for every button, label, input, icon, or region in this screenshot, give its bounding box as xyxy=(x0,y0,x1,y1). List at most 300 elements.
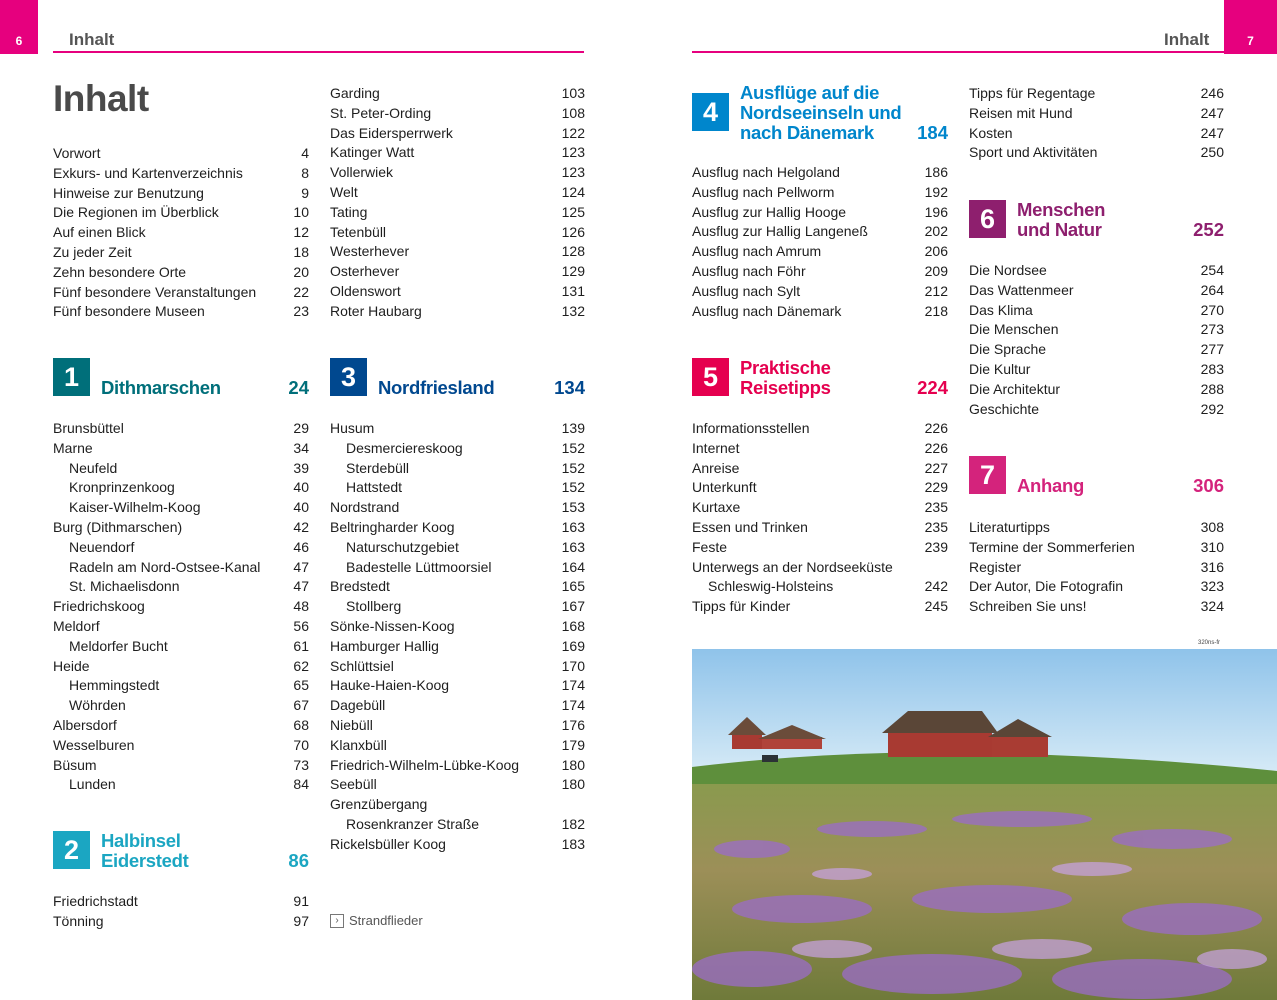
toc-entry[interactable] xyxy=(330,183,585,203)
toc-entry[interactable] xyxy=(330,597,585,617)
toc-entry-page: 168 xyxy=(561,617,585,634)
toc-entry-title: Sport und Aktivitäten xyxy=(969,144,1098,161)
toc-entry-title: Dagebüll xyxy=(330,697,386,714)
toc-entry-page: 270 xyxy=(1200,301,1224,318)
toc-entry-page: 46 xyxy=(293,538,309,555)
toc-entry[interactable] xyxy=(330,478,585,498)
toc-entry[interactable] xyxy=(330,163,585,183)
toc-entry[interactable] xyxy=(692,203,948,223)
toc-entry-page: 18 xyxy=(293,243,309,260)
section-title-line: Praktische xyxy=(740,357,831,378)
toc-entry-page: 8 xyxy=(301,164,309,181)
toc-entry[interactable] xyxy=(692,419,948,439)
toc-entry-title: Ausflug nach Föhr xyxy=(692,262,806,279)
toc-entry[interactable] xyxy=(969,360,1224,380)
toc-entry-title: Niebüll xyxy=(330,716,373,733)
toc-entry-page: 264 xyxy=(1200,281,1224,298)
toc-entry[interactable] xyxy=(53,558,309,578)
toc-entry[interactable] xyxy=(330,558,585,578)
toc-entry-page: 62 xyxy=(293,657,309,674)
toc-entry-page: 192 xyxy=(924,183,948,200)
section-title: Anhang xyxy=(1017,475,1085,496)
toc-entry-page: 29 xyxy=(293,420,309,436)
section-number: 2 xyxy=(53,831,90,869)
toc-entry[interactable] xyxy=(330,756,585,776)
toc-entry-page: 123 xyxy=(561,164,585,181)
toc-entry-page: 323 xyxy=(1200,578,1224,595)
toc-entry-page: 65 xyxy=(293,677,309,694)
toc-entry[interactable] xyxy=(53,716,309,736)
toc-entry-page: 39 xyxy=(293,459,309,476)
section-number: 1 xyxy=(53,358,90,396)
toc-entry-page: 316 xyxy=(1200,558,1224,575)
running-head-left: Inhalt xyxy=(69,30,115,49)
toc-entry-page: 226 xyxy=(924,420,948,436)
toc-entry-title: Grenzübergang xyxy=(330,796,428,813)
toc-entry-title: Kronprinzenkoog xyxy=(69,479,175,496)
section-number: 7 xyxy=(969,456,1006,494)
toc-entry[interactable] xyxy=(53,756,309,776)
photo-illustration xyxy=(692,649,1277,1000)
toc-entry-title: Die Menschen xyxy=(969,321,1059,338)
toc-entry-page: 9 xyxy=(301,184,309,201)
toc-entry[interactable] xyxy=(330,676,585,696)
toc-entry[interactable] xyxy=(330,716,585,736)
toc-entry-page: 250 xyxy=(1200,144,1224,161)
toc-entry[interactable] xyxy=(969,261,1224,281)
toc-entry[interactable] xyxy=(969,597,1224,617)
toc-entry[interactable] xyxy=(330,637,585,657)
toc-entry-title: Naturschutzgebiet xyxy=(346,538,459,555)
toc-entry-title: Die Nordsee xyxy=(969,262,1047,278)
toc-entry-page: 229 xyxy=(924,479,948,496)
toc-entry-title: Schlüttsiel xyxy=(330,657,394,674)
toc-entry[interactable] xyxy=(330,577,585,597)
toc-entry-page: 235 xyxy=(924,518,948,535)
section-title-line: Menschen xyxy=(1017,199,1106,220)
toc-entry[interactable] xyxy=(969,124,1224,144)
toc-entry[interactable] xyxy=(53,657,309,677)
toc-entry-page: 163 xyxy=(561,518,585,535)
toc-entry-page: 176 xyxy=(561,716,585,733)
toc-entry[interactable] xyxy=(692,222,948,242)
section-title-line: Halbinsel xyxy=(101,830,181,851)
toc-entry-title: St. Peter-Ording xyxy=(330,104,432,121)
toc-entry-title: Ausflug nach Helgoland xyxy=(692,164,840,180)
toc-entry-title: Büsum xyxy=(53,756,97,773)
toc-entry-title: Feste xyxy=(692,538,728,555)
toc-entry-title: Albersdorf xyxy=(53,716,117,733)
toc-entry-page: 235 xyxy=(924,499,948,516)
toc-entry-title: Unterwegs an der Nordseeküste xyxy=(692,558,893,575)
toc-entry[interactable] xyxy=(969,320,1224,340)
toc-entry-title: Burg (Dithmarschen) xyxy=(53,518,183,535)
landscape-photo xyxy=(692,649,1277,1000)
toc-entry[interactable] xyxy=(53,419,309,439)
arrow-right-icon: › xyxy=(330,914,344,928)
toc-entry-page: 97 xyxy=(293,912,309,929)
toc-entry[interactable] xyxy=(330,835,585,855)
toc-entry-title: Fünf besondere Museen xyxy=(53,303,205,320)
toc-entry[interactable] xyxy=(53,538,309,558)
toc-entry[interactable] xyxy=(53,617,309,637)
toc-entry-page: 292 xyxy=(1200,400,1224,417)
toc-entry-title: Das Eidersperrwerk xyxy=(330,124,453,141)
toc-entry-page: 206 xyxy=(924,243,948,260)
toc-list-reisetipps xyxy=(692,419,948,617)
toc-entry[interactable] xyxy=(330,104,585,124)
toc-entry-title: Ausflug nach Dänemark xyxy=(692,302,842,319)
toc-entry[interactable] xyxy=(969,301,1224,321)
toc-entry[interactable] xyxy=(53,736,309,756)
toc-entry-title: Ausflug nach Sylt xyxy=(692,282,801,299)
toc-entry-page: 129 xyxy=(561,263,585,280)
toc-entry[interactable] xyxy=(969,143,1224,163)
section-number: 3 xyxy=(330,358,367,396)
toc-entry-title: Auf einen Blick xyxy=(53,224,146,241)
toc-entry[interactable] xyxy=(53,696,309,716)
toc-entry-page: 152 xyxy=(561,459,585,476)
section-title-line: und Natur xyxy=(1017,219,1102,240)
toc-entry[interactable] xyxy=(692,282,948,302)
toc-entry-page: 246 xyxy=(1200,85,1224,101)
toc-entry-title: Tipps für Regentage xyxy=(969,85,1096,101)
toc-entry[interactable] xyxy=(330,617,585,637)
toc-entry[interactable] xyxy=(692,183,948,203)
toc-entry-title: Internet xyxy=(692,439,740,456)
section-page: 184 xyxy=(917,122,948,143)
toc-entry-page: 273 xyxy=(1200,321,1224,338)
toc-entry[interactable] xyxy=(53,223,309,243)
toc-entry-title: Friedrichstadt xyxy=(53,893,138,909)
toc-entry[interactable] xyxy=(969,558,1224,578)
section-title-line: Nordseeinseln und xyxy=(740,102,902,123)
page-number-left: 6 xyxy=(0,0,38,54)
toc-entry-page: 242 xyxy=(924,578,948,595)
toc-entry-title: Anreise xyxy=(692,459,740,476)
toc-entry-title: Schreiben Sie uns! xyxy=(969,598,1087,615)
toc-entry-page: 209 xyxy=(924,262,948,279)
toc-entry[interactable] xyxy=(53,498,309,518)
toc-entry-title: Beltringharder Koog xyxy=(330,518,455,535)
toc-entry[interactable] xyxy=(969,538,1224,558)
photo-caption xyxy=(330,913,423,928)
toc-entry[interactable] xyxy=(330,262,585,282)
toc-entry-page: 196 xyxy=(924,203,948,220)
toc-entry-title: Westerhever xyxy=(330,243,410,260)
toc-entry-page: 254 xyxy=(1200,262,1224,278)
section-3-heading[interactable] xyxy=(330,358,585,396)
toc-entry-page: 167 xyxy=(561,598,585,615)
toc-entry-title: Das Klima xyxy=(969,301,1033,318)
toc-entry-title: Neufeld xyxy=(69,459,118,476)
toc-entry-title: Vollerwiek xyxy=(330,164,394,181)
section-title-line: Reisetipps xyxy=(740,377,831,398)
toc-entry[interactable] xyxy=(330,775,585,795)
toc-entry-title: Kosten xyxy=(969,124,1013,141)
section-7-heading[interactable] xyxy=(969,456,1224,494)
toc-entry-title: St. Michaelisdonn xyxy=(69,578,180,595)
toc-entry-title: Radeln am Nord-Ostsee-Kanal xyxy=(69,558,261,575)
toc-entry-title: Reisen mit Hund xyxy=(969,104,1073,121)
toc-entry-title: Seebüll xyxy=(330,776,377,793)
toc-entry-page: 183 xyxy=(561,835,585,852)
toc-entry-title: Rickelsbüller Koog xyxy=(330,835,446,852)
toc-entry[interactable] xyxy=(969,281,1224,301)
toc-entry-title: Garding xyxy=(330,85,380,101)
toc-entry[interactable] xyxy=(330,498,585,518)
toc-entry[interactable] xyxy=(692,577,948,597)
toc-entry-title: Exkurs- und Kartenverzeichnis xyxy=(53,164,243,181)
toc-entry[interactable] xyxy=(53,775,309,795)
toc-entry-title: Das Wattenmeer xyxy=(969,281,1074,298)
toc-entry[interactable] xyxy=(330,736,585,756)
toc-entry-page: 180 xyxy=(561,756,585,773)
toc-entry-page: 47 xyxy=(293,578,309,595)
toc-entry-page: 179 xyxy=(561,736,585,753)
section-page: 86 xyxy=(288,850,309,871)
toc-entry[interactable] xyxy=(692,558,948,578)
toc-entry-title: Tetenbüll xyxy=(330,223,387,240)
toc-entry-page: 47 xyxy=(293,558,309,575)
toc-entry[interactable] xyxy=(692,498,948,518)
toc-entry-title: Literaturtipps xyxy=(969,519,1050,535)
section-title xyxy=(101,831,188,871)
toc-entry-title: Tating xyxy=(330,203,368,220)
toc-entry[interactable] xyxy=(969,400,1224,420)
toc-entry[interactable] xyxy=(692,597,948,617)
toc-list-nordfriesland xyxy=(330,419,585,855)
toc-entry-page: 22 xyxy=(293,283,309,300)
toc-entry-title: Unterkunft xyxy=(692,479,757,496)
toc-entry-title: Fünf besondere Veranstaltungen xyxy=(53,283,257,300)
toc-entry-title: Die Kultur xyxy=(969,360,1031,377)
section-title-line: Ausflüge auf die xyxy=(740,82,880,103)
toc-entry[interactable] xyxy=(330,815,585,835)
toc-entry-page: 288 xyxy=(1200,380,1224,397)
toc-entry-title: Wesselburen xyxy=(53,736,135,753)
toc-entry-page: 202 xyxy=(924,223,948,240)
toc-list-eiderstedt-cont xyxy=(330,84,585,322)
toc-entry-page: 174 xyxy=(561,677,585,694)
section-5-heading[interactable] xyxy=(692,358,948,396)
toc-entry[interactable] xyxy=(969,84,1224,104)
toc-entry-title: Der Autor, Die Fotografin xyxy=(969,578,1124,595)
toc-entry-page: 20 xyxy=(293,263,309,280)
toc-entry[interactable] xyxy=(53,439,309,459)
toc-entry-title: Vorwort xyxy=(53,145,101,161)
toc-entry-page: 153 xyxy=(561,499,585,516)
toc-entry[interactable] xyxy=(330,282,585,302)
toc-entry[interactable] xyxy=(330,439,585,459)
toc-entry[interactable] xyxy=(330,518,585,538)
toc-entry-title: Ausflug nach Pellworm xyxy=(692,183,835,200)
toc-entry[interactable] xyxy=(330,696,585,716)
toc-entry-page: 67 xyxy=(293,697,309,714)
toc-entry-page: 218 xyxy=(924,302,948,319)
toc-entry-title: Essen und Trinken xyxy=(692,518,808,535)
toc-entry-title: Welt xyxy=(330,183,358,200)
toc-list-intro xyxy=(53,144,309,322)
toc-entry[interactable] xyxy=(692,459,948,479)
toc-entry-page: 12 xyxy=(293,224,309,241)
toc-entry[interactable] xyxy=(53,518,309,538)
toc-entry-page: 73 xyxy=(293,756,309,773)
toc-entry-page: 310 xyxy=(1200,538,1224,555)
toc-entry-title: Geschichte xyxy=(969,400,1040,417)
toc-list-ausfluege xyxy=(692,163,948,321)
toc-entry-page: 277 xyxy=(1200,341,1224,358)
section-6-heading[interactable] xyxy=(969,200,1224,238)
toc-entry[interactable] xyxy=(692,439,948,459)
toc-entry-page: 180 xyxy=(561,776,585,793)
toc-entry[interactable] xyxy=(53,283,309,303)
toc-entry[interactable] xyxy=(969,340,1224,360)
toc-entry[interactable] xyxy=(53,597,309,617)
toc-entry-title: Kaiser-Wilhelm-Koog xyxy=(69,499,201,516)
photo-credit: 320ns-fr xyxy=(1198,640,1221,646)
toc-entry[interactable] xyxy=(692,302,948,322)
toc-entry-title: Desmerciereskoog xyxy=(346,439,463,456)
section-title: Dithmarschen xyxy=(101,377,221,398)
toc-entry-title: Termine der Sommerferien xyxy=(969,538,1135,555)
toc-entry[interactable] xyxy=(330,459,585,479)
toc-entry[interactable] xyxy=(53,912,309,932)
toc-entry[interactable] xyxy=(692,538,948,558)
section-title: Nordfriesland xyxy=(378,377,495,398)
section-4-heading[interactable] xyxy=(692,83,948,141)
toc-entry[interactable] xyxy=(53,302,309,322)
toc-entry[interactable] xyxy=(969,380,1224,400)
toc-entry-title: Rosenkranzer Straße xyxy=(346,815,480,832)
toc-entry[interactable] xyxy=(53,263,309,283)
section-title-line: nach Dänemark xyxy=(740,122,874,143)
toc-entry[interactable] xyxy=(330,203,585,223)
toc-entry-page: 131 xyxy=(561,282,585,299)
section-page: 24 xyxy=(288,377,309,398)
toc-entry-page: 164 xyxy=(561,558,585,575)
toc-entry-title: Tönning xyxy=(53,912,104,929)
toc-entry[interactable] xyxy=(53,577,309,597)
section-number: 5 xyxy=(692,358,729,396)
toc-entry-page: 239 xyxy=(924,538,948,555)
toc-entry-page: 169 xyxy=(561,637,585,654)
page-number-right: 7 xyxy=(1224,0,1277,54)
toc-entry-page: 283 xyxy=(1200,360,1224,377)
toc-entry[interactable] xyxy=(969,518,1224,538)
toc-entry-page: 247 xyxy=(1200,124,1224,141)
toc-entry-title: Ausflug nach Amrum xyxy=(692,243,822,260)
toc-entry-page: 226 xyxy=(924,439,948,456)
toc-entry-page: 170 xyxy=(561,657,585,674)
toc-entry-page: 4 xyxy=(301,145,309,161)
toc-entry-title: Register xyxy=(969,558,1022,575)
toc-entry[interactable] xyxy=(692,262,948,282)
section-2-heading[interactable] xyxy=(53,831,309,869)
toc-entry[interactable] xyxy=(330,538,585,558)
toc-entry-title: Meldorfer Bucht xyxy=(69,637,168,654)
toc-entry-page: 10 xyxy=(293,204,309,221)
toc-entry[interactable] xyxy=(969,104,1224,124)
toc-entry[interactable] xyxy=(330,223,585,243)
toc-entry-title: Osterhever xyxy=(330,263,400,280)
toc-entry-page: 56 xyxy=(293,617,309,634)
toc-entry-page: 182 xyxy=(561,815,585,832)
toc-entry-title: Lunden xyxy=(69,776,116,793)
toc-entry-title: Wöhrden xyxy=(69,697,126,714)
toc-entry-page: 212 xyxy=(924,282,948,299)
section-title xyxy=(740,358,831,398)
toc-entry[interactable] xyxy=(692,242,948,262)
toc-entry-title: Friedrichskoog xyxy=(53,598,145,615)
toc-entry-page: 61 xyxy=(293,637,309,654)
toc-entry-title: Neuendorf xyxy=(69,538,135,555)
toc-entry[interactable] xyxy=(969,577,1224,597)
toc-entry-title: Marne xyxy=(53,439,93,456)
toc-entry-title: Ausflug zur Hallig Langeneß xyxy=(692,223,868,240)
toc-entry-title: Katinger Watt xyxy=(330,144,415,161)
toc-entry-title: Tipps für Kinder xyxy=(692,598,791,615)
toc-entry-page: 152 xyxy=(561,439,585,456)
toc-entry[interactable] xyxy=(330,84,585,104)
toc-entry[interactable] xyxy=(330,657,585,677)
toc-entry-page: 103 xyxy=(561,85,585,101)
toc-entry[interactable] xyxy=(692,163,948,183)
toc-entry-title: Friedrich-Wilhelm-Lübke-Koog xyxy=(330,756,520,773)
toc-entry-title: Hauke-Haien-Koog xyxy=(330,677,450,694)
toc-entry-page: 42 xyxy=(293,518,309,535)
toc-entry[interactable] xyxy=(53,243,309,263)
toc-entry[interactable] xyxy=(53,637,309,657)
section-page: 134 xyxy=(554,377,585,398)
section-1-heading[interactable] xyxy=(53,358,309,396)
toc-entry[interactable] xyxy=(53,203,309,223)
toc-entry-title: Sönke-Nissen-Koog xyxy=(330,617,455,634)
toc-entry-page: 125 xyxy=(561,203,585,220)
toc-entry-page: 34 xyxy=(293,439,309,456)
toc-entry[interactable] xyxy=(330,143,585,163)
toc-entry[interactable] xyxy=(330,242,585,262)
toc-entry[interactable] xyxy=(53,164,309,184)
toc-entry[interactable] xyxy=(53,478,309,498)
toc-entry[interactable] xyxy=(53,892,309,912)
toc-entry-title: Stollberg xyxy=(346,598,402,615)
toc-entry[interactable] xyxy=(53,676,309,696)
toc-entry[interactable] xyxy=(330,795,585,815)
toc-entry-title: Ausflug zur Hallig Hooge xyxy=(692,203,847,220)
toc-entry-page: 68 xyxy=(293,716,309,733)
section-page: 252 xyxy=(1193,219,1224,240)
toc-entry-title: Zehn besondere Orte xyxy=(53,263,187,280)
toc-entry[interactable] xyxy=(330,124,585,144)
toc-entry-page: 84 xyxy=(293,776,309,793)
toc-entry[interactable] xyxy=(330,419,585,439)
toc-entry-page: 40 xyxy=(293,499,309,516)
toc-entry-title: Oldenswort xyxy=(330,282,401,299)
toc-entry-page: 108 xyxy=(561,104,585,121)
toc-entry[interactable] xyxy=(53,184,309,204)
caption-text: Strandflieder xyxy=(349,913,423,928)
toc-entry-title: Nordstrand xyxy=(330,499,400,516)
toc-entry[interactable] xyxy=(53,459,309,479)
toc-entry[interactable] xyxy=(692,518,948,538)
toc-entry-page: 126 xyxy=(561,223,585,240)
toc-entry[interactable] xyxy=(330,302,585,322)
toc-entry[interactable] xyxy=(692,478,948,498)
toc-entry[interactable] xyxy=(53,144,309,164)
toc-entry-page: 23 xyxy=(293,303,309,320)
section-title xyxy=(740,83,901,143)
